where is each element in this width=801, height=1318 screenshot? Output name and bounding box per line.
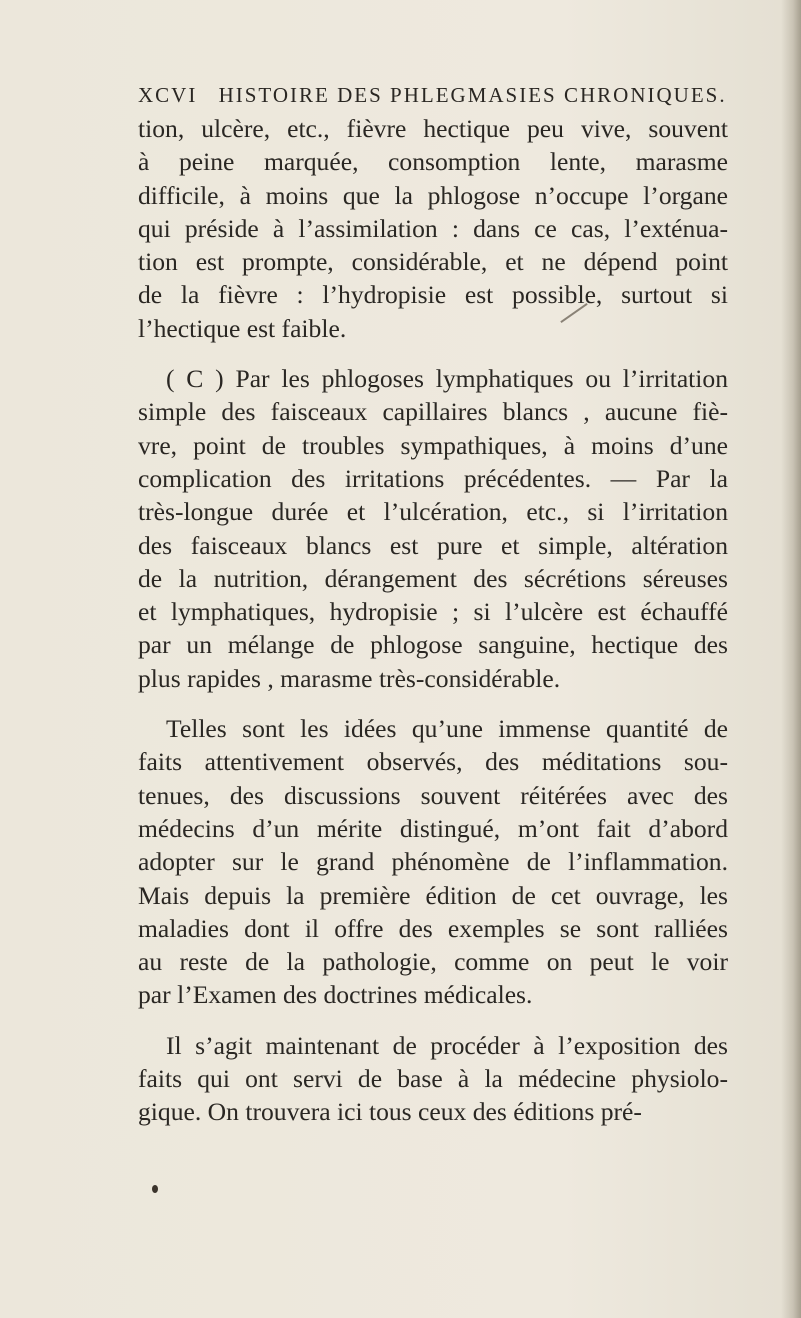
page-edge-shadow (781, 0, 801, 1318)
text-line: adopter sur le grand phénomène de l’inflammation. (138, 847, 728, 877)
text-line: par un mélange de phlogose sanguine, hectique des (138, 630, 728, 660)
text-line: de la fièvre : l’hydropisie est possible, surtout si (138, 280, 728, 310)
text-line: maladies dont il offre des exemples se sont ralliées (138, 913, 728, 943)
ink-dot (152, 1185, 158, 1193)
paragraph-gap (138, 1012, 728, 1029)
text-line: difficile, à moins que la phlogose n’occupe l’organe (138, 180, 728, 210)
text-line: et lymphatiques, hydropisie ; si l’ulcère est échauffé (138, 597, 728, 627)
text-line: des faisceaux blancs est pure et simple, altération (138, 530, 728, 560)
text-line: Telles sont les idées qu’une immense quantité de (166, 714, 728, 744)
text-line: Mais depuis la première édition de cet ouvrage, les (138, 880, 728, 910)
text-line: simple des faisceaux capillaires blancs , aucune fiè- (138, 397, 728, 427)
text-line: par l’Examen des doctrines médicales. (138, 980, 533, 1010)
running-header (138, 83, 727, 108)
text-line: ( C ) Par les phlogoses lymphatiques ou l’irritation (166, 364, 728, 394)
paragraph (138, 1029, 728, 1129)
paragraph-gap (138, 695, 728, 712)
paragraph (138, 112, 728, 345)
text-line: qui préside à l’assimilation : dans ce cas, l’exténua- (138, 213, 728, 243)
text-line: Il s’agit maintenant de procéder à l’exposition des (166, 1030, 728, 1060)
text-line: plus rapides , marasme très-considérable. (138, 663, 561, 693)
text-line: à peine marquée, consomption lente, marasme (138, 147, 728, 177)
text-line: de la nutrition, dérangement des sécrétions séreuses (138, 563, 728, 593)
text-line: tenues, des discussions souvent réitérées avec des (138, 780, 728, 810)
text-line: au reste de la pathologie, comme on peut le voir (138, 947, 728, 977)
text-line: vre, point de troubles sympathiques, à moins d’une (138, 430, 728, 460)
text-line: faits qui ont servi de base à la médecine physiolo- (138, 1064, 728, 1094)
body-text (138, 112, 728, 1129)
running-title: HISTOIRE DES PHLEGMASIES CHRONIQUES. (218, 83, 727, 107)
text-line: tion est prompte, considérable, et ne dépend point (138, 247, 728, 277)
text-line: très-longue durée et l’ulcération, etc., si l’irritation (138, 497, 728, 527)
paragraph-gap (138, 345, 728, 362)
paragraph (138, 362, 728, 695)
page-number: XCVI (138, 83, 198, 107)
text-line: l’hectique est faible. (138, 313, 347, 343)
text-line: complication des irritations précédentes. — Par la (138, 463, 728, 493)
text-line: tion, ulcère, etc., fièvre hectique peu vive, souvent (138, 114, 728, 143)
text-line: faits attentivement observés, des méditations sou- (138, 747, 728, 777)
text-line: gique. On trouvera ici tous ceux des éditions pré- (138, 1097, 642, 1127)
text-line: médecins d’un mérite distingué, m’ont fait d’abord (138, 813, 728, 843)
paragraph (138, 712, 728, 1012)
